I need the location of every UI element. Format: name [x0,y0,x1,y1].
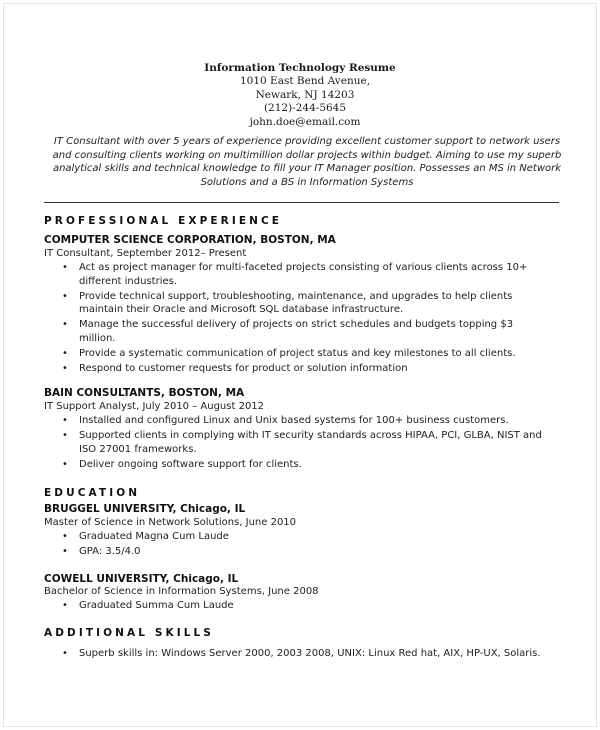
section-title-education: EDUCATION [44,487,141,499]
address-line-1: 1010 East Bend Avenue, [239,75,371,87]
education-bullets [62,530,542,560]
list-item: • Graduated Magna Cum Laude [62,530,542,544]
list-item: • Graduated Summa Cum Laude [62,599,542,613]
degree: Bachelor of Science in Information Systems, June 2008 [44,586,319,597]
school-name: BRUGGEL UNIVERSITY, Chicago, IL [44,503,246,515]
education-bullets [62,599,542,614]
professional-summary: IT Consultant with over 5 years of experience providing excellent customer support to network users and consulting clients working on multimillion dollar projects within budget. Aiming to use my superb analytical skills and technical knowledge to fill your IT Manager position. Possesses an MS in Network Solutions and a BS in Information Systems [52,136,562,188]
section-title-experience: PROFESSIONAL EXPERIENCE [44,215,283,227]
section-title-skills: ADDITIONAL SKILLS [44,627,214,639]
list-item: • Manage the successful delivery of projects on strict schedules and budgets topping $3 million. [62,318,542,345]
school-name: COWELL UNIVERSITY, Chicago, IL [44,573,239,585]
list-item: • Superb skills in: Windows Server 2000, 2003 2008, UNIX: Linux Red hat, AIX, HP-UX, Solaris. [62,647,542,661]
address-line-2: Newark, NJ 14203 [255,88,355,101]
list-item: • Provide a systematic communication of project status and key milestones to all clients. [62,347,542,361]
section-divider [44,202,559,203]
employer-name: COMPUTER SCIENCE CORPORATION, BOSTON, MA [44,234,336,246]
employer-name: BAIN CONSULTANTS, BOSTON, MA [44,387,245,399]
phone-number: (212)-244-5645 [263,102,347,114]
degree: Master of Science in Network Solutions, June 2010 [44,517,297,528]
list-item: • Provide technical support, troubleshooting, maintenance, and upgrades to help clients maintain their Oracle and Microsoft SQL database infrastructure. [62,290,542,317]
job-bullets [62,414,542,473]
resume-header [0,62,600,129]
list-item: • GPA: 3.5/4.0 [62,545,542,559]
list-item: • Act as project manager for multi-faceted projects consisting of various clients across 10+ different industries. [62,261,542,288]
list-item: • Installed and configured Linux and Unix based systems for 100+ business customers. [62,414,542,428]
job-bullets [62,261,542,377]
skills-bullets [62,647,542,662]
list-item: • Supported clients in complying with IT security standards across HIPAA, PCI, GLBA, NIST and ISO 27001 frameworks. [62,429,542,456]
resume-title: Information Technology Resume [204,62,396,74]
email-address: john.doe@email.com [249,115,361,128]
job-title: IT Consultant, September 2012– Present [44,248,247,259]
list-item: • Respond to customer requests for product or solution information [62,362,542,376]
job-title: IT Support Analyst, July 2010 – August 2012 [44,401,265,412]
list-item: • Deliver ongoing software support for clients. [62,458,542,472]
